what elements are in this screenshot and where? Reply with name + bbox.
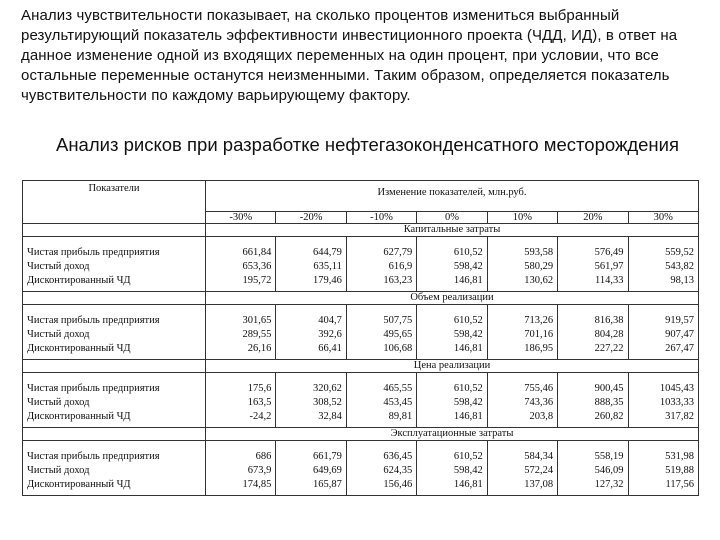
value: 127,32 <box>594 479 624 490</box>
value: 580,29 <box>524 261 554 272</box>
value: 507,75 <box>383 315 413 326</box>
value: 610,52 <box>453 383 483 394</box>
value: 130,62 <box>524 275 554 286</box>
value: 673,9 <box>247 465 272 476</box>
value: 598,42 <box>453 397 483 408</box>
value-cell <box>628 441 698 496</box>
value: 308,52 <box>312 397 342 408</box>
value-cell <box>558 237 628 292</box>
change-header: Изменение показателей, млн.руб. <box>206 181 699 212</box>
value: 203,8 <box>529 411 554 422</box>
section-row <box>23 292 699 305</box>
value: 163,5 <box>247 397 272 408</box>
value-cell <box>417 237 487 292</box>
row-label: Чистая прибыль предприятия <box>27 315 160 326</box>
value: 174,85 <box>242 479 272 490</box>
value: 186,95 <box>524 343 554 354</box>
page-title: Анализ рисков при разработке нефтегазоконденсатного месторождения <box>56 134 679 155</box>
value-cell <box>558 305 628 360</box>
value: 644,79 <box>312 247 342 258</box>
row-label: Дисконтированный ЧД <box>27 343 131 354</box>
value-cell <box>346 373 416 428</box>
value: 146,81 <box>453 275 483 286</box>
percent-header: 20% <box>558 212 628 224</box>
value: 598,42 <box>453 329 483 340</box>
value: 635,11 <box>313 261 342 272</box>
value: 106,68 <box>383 343 413 354</box>
value-cell <box>206 441 276 496</box>
value: 163,23 <box>383 275 413 286</box>
value: 610,52 <box>453 315 483 326</box>
value: 146,81 <box>453 479 483 490</box>
value-cell <box>276 373 346 428</box>
value: 593,58 <box>524 247 554 258</box>
section-title: Цена реализации <box>206 360 699 373</box>
risk-table-body <box>23 181 699 496</box>
value: 146,81 <box>453 411 483 422</box>
value: 610,52 <box>453 451 483 462</box>
section-blank <box>23 360 206 373</box>
value: 559,52 <box>665 247 694 258</box>
value-cell <box>276 441 346 496</box>
value: 561,97 <box>594 261 624 272</box>
value-cell <box>206 237 276 292</box>
value: 114,33 <box>595 275 624 286</box>
value-cell <box>628 237 698 292</box>
section-blank <box>23 428 206 441</box>
data-row <box>23 441 699 496</box>
value-cell <box>558 373 628 428</box>
row-label: Чистый доход <box>27 261 90 272</box>
percent-header: 10% <box>487 212 557 224</box>
percent-header: 30% <box>628 212 698 224</box>
value: 404,7 <box>318 315 342 326</box>
value: 755,46 <box>524 383 554 394</box>
row-label: Чистый доход <box>27 397 90 408</box>
data-row <box>23 237 699 292</box>
value: 98,13 <box>670 275 694 286</box>
value: 907,47 <box>665 329 694 340</box>
percent-header: -30% <box>206 212 276 224</box>
section-row <box>23 428 699 441</box>
header-row <box>23 181 699 212</box>
value-cell <box>346 441 416 496</box>
value: 572,24 <box>524 465 554 476</box>
value-cell <box>487 373 557 428</box>
row-labels <box>23 237 206 292</box>
row-labels <box>23 373 206 428</box>
value: 610,52 <box>453 247 483 258</box>
intro-line: результирующий показатель эффективности инвестиционного проекта (ЧДД, ИД), в ответ на <box>21 27 678 44</box>
value-cell <box>487 305 557 360</box>
value: 598,42 <box>453 465 483 476</box>
section-row <box>23 360 699 373</box>
row-label: Дисконтированный ЧД <box>27 411 131 422</box>
value-cell <box>206 373 276 428</box>
indicator-header: Показатели <box>23 181 206 224</box>
value: 519,88 <box>665 465 694 476</box>
value-cell <box>276 305 346 360</box>
value: 175,6 <box>247 383 272 394</box>
value: 453,45 <box>383 397 413 408</box>
value: 146,81 <box>453 343 483 354</box>
value: 558,19 <box>594 451 624 462</box>
value: 653,36 <box>242 261 272 272</box>
value: 701,16 <box>524 329 554 340</box>
value: 195,72 <box>242 275 272 286</box>
value: 289,55 <box>242 329 272 340</box>
intro-line: чувствительности по каждому варьирующему фактору. <box>21 87 411 104</box>
value-cell <box>276 237 346 292</box>
data-row <box>23 305 699 360</box>
intro-line: данное изменение одной из входящих переменных на один процент, при условии, что все <box>21 47 659 64</box>
value: 117,56 <box>665 479 694 490</box>
value: 301,65 <box>242 315 272 326</box>
value-cell <box>558 441 628 496</box>
percent-header: -20% <box>276 212 346 224</box>
value: 661,84 <box>242 247 272 258</box>
row-label: Чистая прибыль предприятия <box>27 383 160 394</box>
row-label: Дисконтированный ЧД <box>27 275 131 286</box>
intro-paragraph <box>21 6 711 106</box>
value-cell <box>346 305 416 360</box>
value-cell <box>628 305 698 360</box>
row-labels <box>23 305 206 360</box>
value: 584,34 <box>524 451 554 462</box>
value: 392,6 <box>318 329 342 340</box>
value: 465,55 <box>383 383 413 394</box>
value: 627,79 <box>383 247 413 258</box>
value: 317,82 <box>665 411 694 422</box>
row-label: Чистый доход <box>27 465 90 476</box>
value: 1045,43 <box>659 383 694 394</box>
value: 179,46 <box>312 275 342 286</box>
value: 616,9 <box>388 261 413 272</box>
value: 686 <box>255 451 272 462</box>
value-cell <box>417 305 487 360</box>
value-cell <box>206 305 276 360</box>
value: 743,36 <box>524 397 554 408</box>
value-cell <box>487 441 557 496</box>
value: 804,28 <box>594 329 624 340</box>
value: 531,98 <box>665 451 694 462</box>
section-title: Объем реализации <box>206 292 699 305</box>
value: 546,09 <box>594 465 624 476</box>
value: -24,2 <box>249 411 272 422</box>
value: 320,62 <box>312 383 342 394</box>
section-title: Капитальные затраты <box>206 224 699 237</box>
value-cell <box>346 237 416 292</box>
section-blank <box>23 224 206 237</box>
value: 636,45 <box>383 451 413 462</box>
section-blank <box>23 292 206 305</box>
value-cell <box>628 373 698 428</box>
value: 543,82 <box>665 261 694 272</box>
value: 919,57 <box>665 315 694 326</box>
row-label: Чистая прибыль предприятия <box>27 247 160 258</box>
value: 598,42 <box>453 261 483 272</box>
value: 900,45 <box>594 383 624 394</box>
value: 227,22 <box>594 343 624 354</box>
row-labels <box>23 441 206 496</box>
intro-line: Анализ чувствительности показывает, на сколько процентов измениться выбранный <box>21 7 620 24</box>
risk-table <box>22 180 699 496</box>
value: 661,79 <box>312 451 342 462</box>
value: 1033,33 <box>659 397 694 408</box>
value: 156,46 <box>383 479 413 490</box>
value: 66,41 <box>318 343 342 354</box>
percent-header: -10% <box>346 212 416 224</box>
row-label: Чистая прибыль предприятия <box>27 451 160 462</box>
value: 649,69 <box>312 465 342 476</box>
data-row <box>23 373 699 428</box>
value: 624,35 <box>383 465 413 476</box>
percent-header: 0% <box>417 212 487 224</box>
value: 495,65 <box>383 329 413 340</box>
section-row <box>23 224 699 237</box>
intro-line: остальные переменные останутся неизменными. Таким образом, определяется показатель <box>21 67 670 84</box>
row-label: Дисконтированный ЧД <box>27 479 131 490</box>
value: 260,82 <box>594 411 624 422</box>
value-cell <box>417 373 487 428</box>
section-title: Эксплуатационные затраты <box>206 428 699 441</box>
value: 816,38 <box>594 315 624 326</box>
value: 32,84 <box>318 411 342 422</box>
value: 165,87 <box>312 479 342 490</box>
row-label: Чистый доход <box>27 329 90 340</box>
value: 26,16 <box>247 343 272 354</box>
value-cell <box>487 237 557 292</box>
value: 713,26 <box>524 315 554 326</box>
value: 576,49 <box>594 247 624 258</box>
value: 888,35 <box>594 397 624 408</box>
value-cell <box>417 441 487 496</box>
value: 267,47 <box>665 343 694 354</box>
value: 137,08 <box>524 479 554 490</box>
value: 89,81 <box>388 411 413 422</box>
